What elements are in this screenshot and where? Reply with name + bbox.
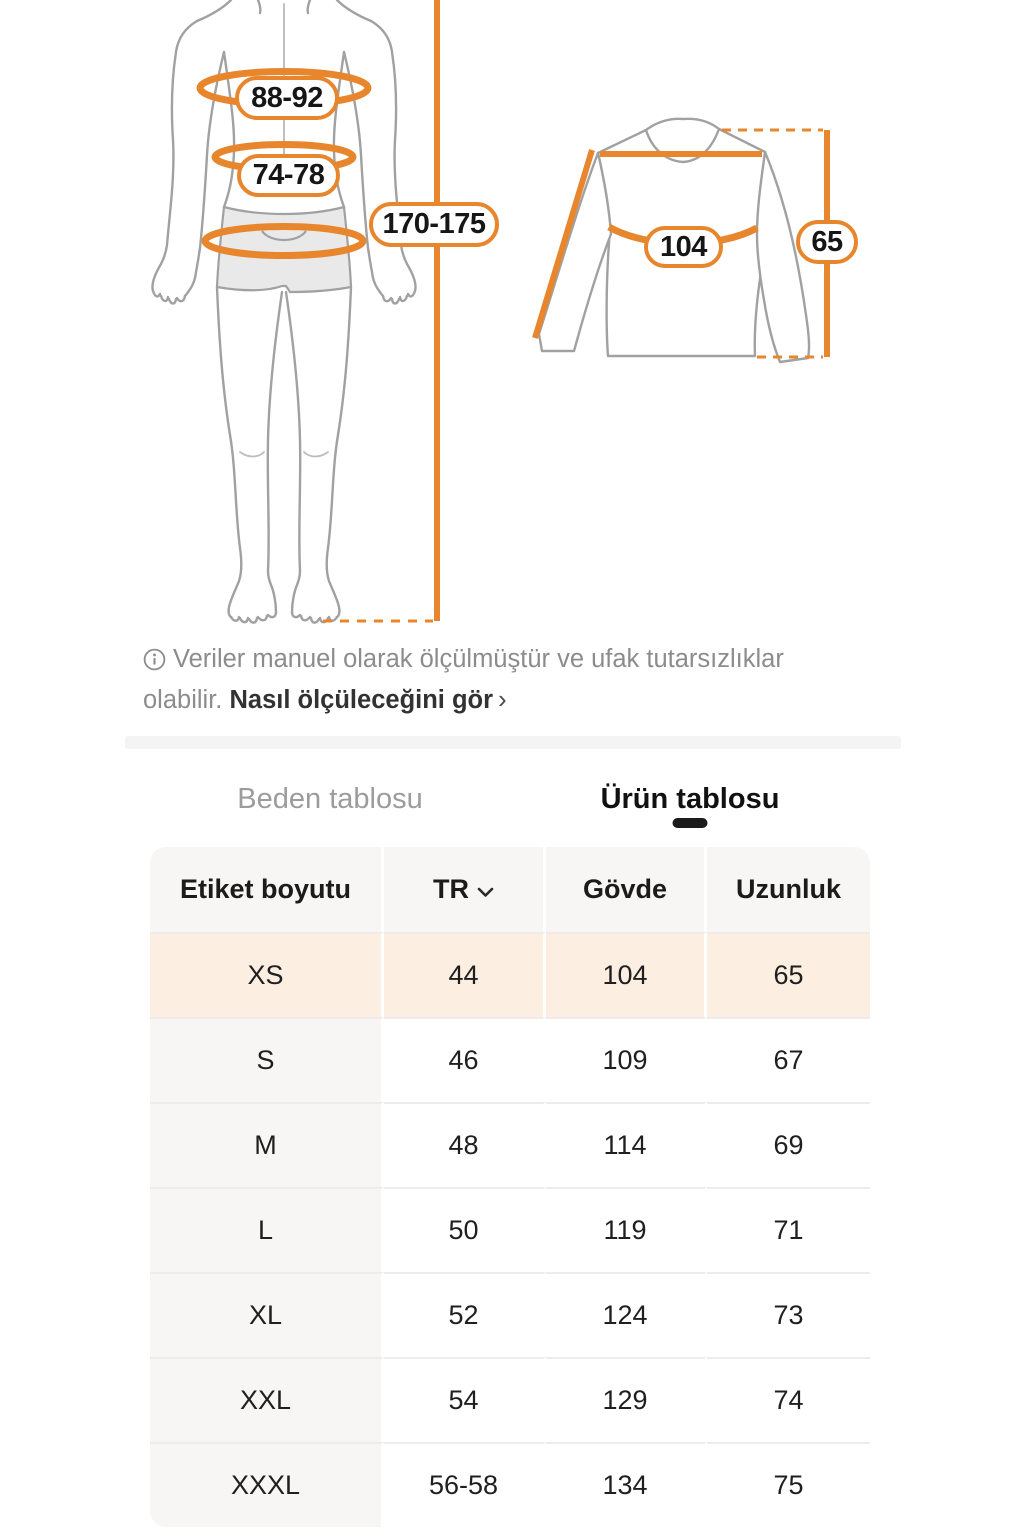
height-measure-bubble: 170-175 bbox=[369, 202, 499, 247]
table-tabs bbox=[150, 768, 870, 830]
tab-label: Ürün tablosu bbox=[600, 782, 780, 815]
cell-govde: 109 bbox=[546, 1017, 707, 1102]
garment-width-bubble: 104 bbox=[644, 226, 723, 268]
how-to-measure-link[interactable] bbox=[229, 686, 506, 714]
table-row-m bbox=[150, 1102, 870, 1187]
header-etiket-boyutu: Etiket boyutu bbox=[150, 847, 384, 932]
tab-beden-tablosu[interactable] bbox=[150, 768, 510, 830]
cell-size: L bbox=[150, 1187, 384, 1272]
table-row-xxxl bbox=[150, 1442, 870, 1527]
cell-uzunluk: 75 bbox=[707, 1442, 870, 1527]
measurement-note bbox=[143, 641, 859, 719]
header-govde: Gövde bbox=[546, 847, 707, 932]
cell-size: M bbox=[150, 1102, 384, 1187]
cell-govde: 119 bbox=[546, 1187, 707, 1272]
cell-uzunluk: 69 bbox=[707, 1102, 870, 1187]
cell-tr: 50 bbox=[384, 1187, 546, 1272]
diagram-graphics bbox=[0, 0, 1024, 630]
tab-urun-tablosu[interactable] bbox=[510, 768, 870, 830]
chest-measure-bubble: 88-92 bbox=[235, 76, 339, 120]
cell-uzunluk: 74 bbox=[707, 1357, 870, 1442]
waist-measure-bubble: 74-78 bbox=[237, 154, 340, 197]
cell-size: XXXL bbox=[150, 1442, 384, 1527]
cell-uzunluk: 71 bbox=[707, 1187, 870, 1272]
chevron-right-icon: › bbox=[498, 686, 507, 714]
cell-tr: 54 bbox=[384, 1357, 546, 1442]
table-row-xxl bbox=[150, 1357, 870, 1442]
measurement-diagram bbox=[0, 0, 1024, 630]
height-measure-line bbox=[323, 0, 437, 621]
cell-uzunluk: 73 bbox=[707, 1272, 870, 1357]
garment-length-bubble: 65 bbox=[796, 220, 858, 264]
header-tr-dropdown[interactable] bbox=[384, 847, 546, 932]
cell-size: XL bbox=[150, 1272, 384, 1357]
table-row-s bbox=[150, 1017, 870, 1102]
size-table bbox=[150, 847, 870, 1527]
cell-tr: 56-58 bbox=[384, 1442, 546, 1527]
cell-tr: 46 bbox=[384, 1017, 546, 1102]
table-row-xl bbox=[150, 1272, 870, 1357]
table-row-xs bbox=[150, 932, 870, 1017]
cell-size: XXL bbox=[150, 1357, 384, 1442]
header-tr-label: TR bbox=[433, 874, 469, 904]
cell-govde: 129 bbox=[546, 1357, 707, 1442]
cell-govde: 114 bbox=[546, 1102, 707, 1187]
tab-label: Beden tablosu bbox=[237, 782, 423, 815]
table-header-row bbox=[150, 847, 870, 932]
section-divider bbox=[125, 736, 901, 749]
cell-tr: 52 bbox=[384, 1272, 546, 1357]
chevron-down-icon bbox=[477, 874, 494, 905]
legs-outline bbox=[217, 287, 351, 623]
header-uzunluk: Uzunluk bbox=[707, 847, 870, 932]
info-icon bbox=[143, 645, 166, 682]
how-to-measure-label: Nasıl ölçüleceğini gör bbox=[229, 686, 494, 714]
cell-tr: 48 bbox=[384, 1102, 546, 1187]
active-tab-indicator bbox=[673, 818, 708, 828]
cell-govde: 104 bbox=[546, 932, 707, 1017]
note-text: Veriler manuel olarak ölçülmüştür ve ufak tutarsızlıklar olabilir. bbox=[143, 645, 784, 714]
cell-size: S bbox=[150, 1017, 384, 1102]
cell-govde: 134 bbox=[546, 1442, 707, 1527]
cell-govde: 124 bbox=[546, 1272, 707, 1357]
cell-tr: 44 bbox=[384, 932, 546, 1017]
cell-size: XS bbox=[150, 932, 384, 1017]
table-row-l bbox=[150, 1187, 870, 1272]
cell-uzunluk: 65 bbox=[707, 932, 870, 1017]
cell-uzunluk: 67 bbox=[707, 1017, 870, 1102]
